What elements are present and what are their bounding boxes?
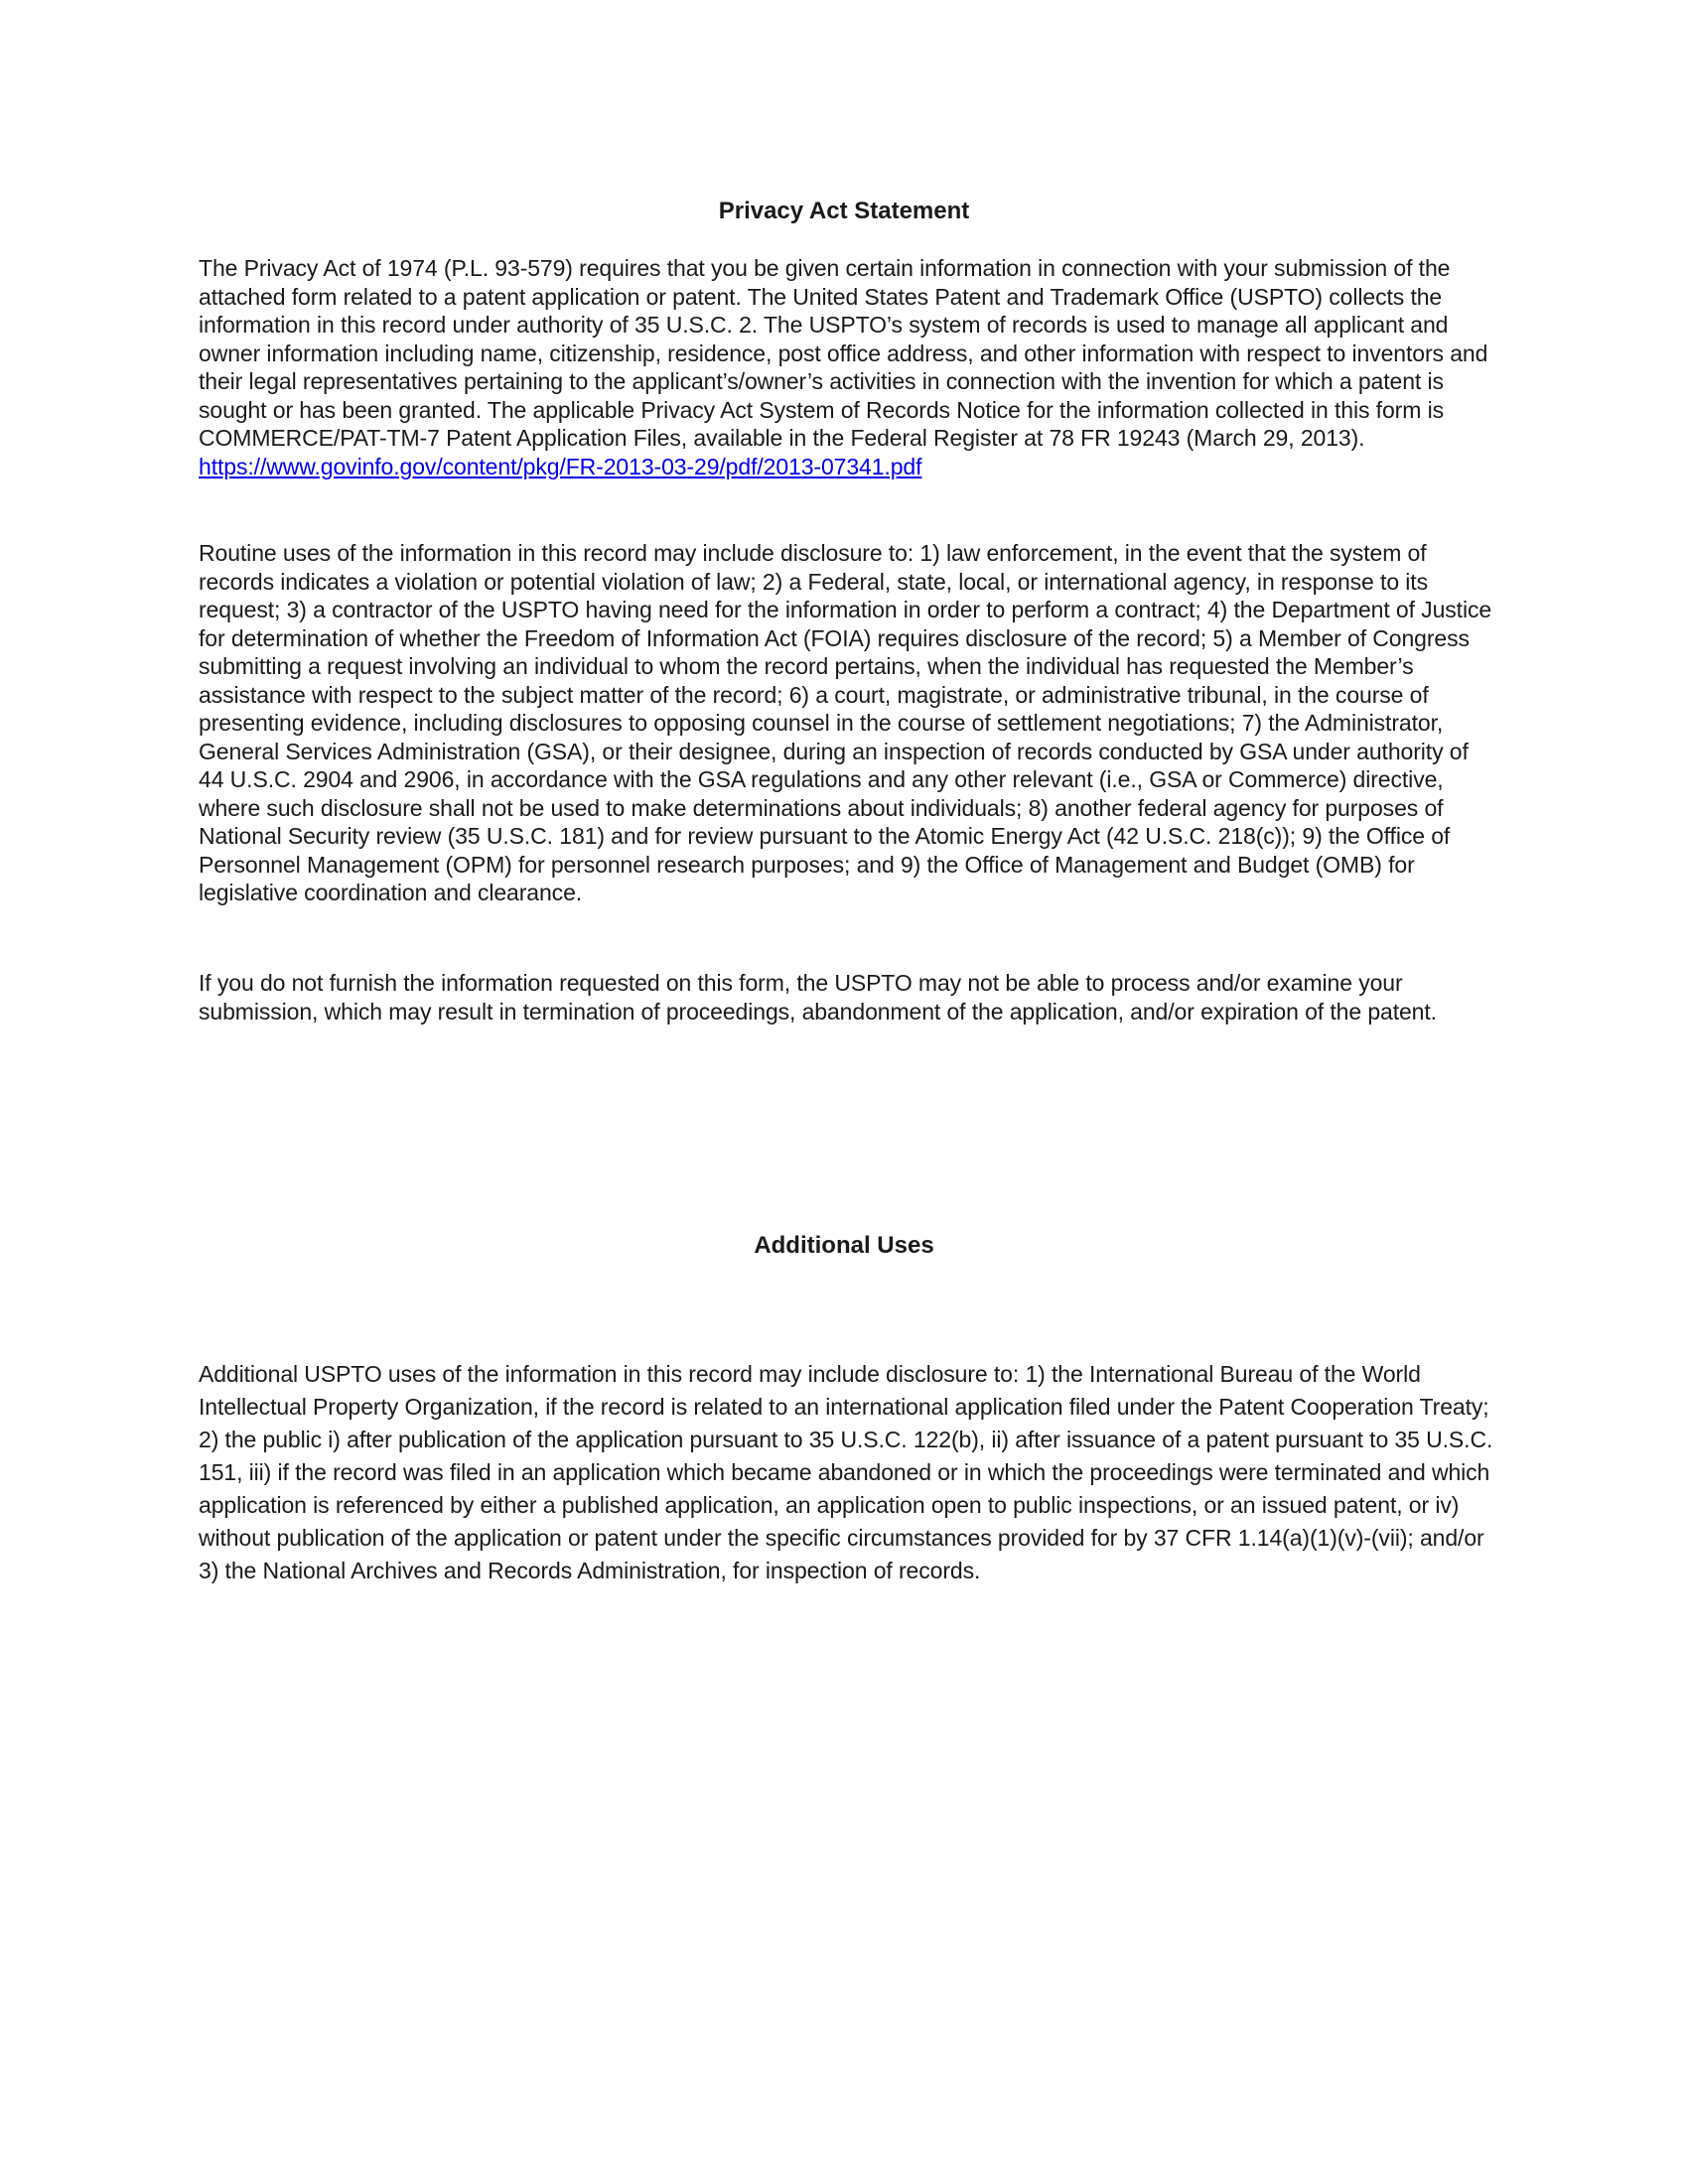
federal-register-link[interactable]: https://www.govinfo.gov/content/pkg/FR-2013-03-29/pdf/2013-07341.pdf xyxy=(199,453,922,479)
additional-uses-heading: Additional Uses xyxy=(754,1232,934,1259)
privacy-paragraph-routine-uses: Routine uses of the information in this record may include disclosure to: 1) law enforcement, in the event that the system of records indicates a violation or potential violation of law; 2) a Federal, state, local, or international agency, in response to its request; 3) a contractor of the USPTO having need for the information in order to perform a contract; 4) the Department of Justice for determination of whether the Freedom of Information Act (FOIA) requires disclosure of the record; 5) a Member of Congress submitting a request involving an individual to whom the record pertains, when the individual has requested the Member’s assistance with respect to the subject matter of the record; 6) a court, magistrate, or administrative tribunal, in the course of presenting evidence, including disclosures to opposing counsel in the course of settlement negotiations; 7) the Administrator, General Services Administration (GSA), or their designee, during an inspection of records conducted by GSA under authority of 44 U.S.C. 2904 and 2906, in accordance with the GSA regulations and any other relevant (i.e., GSA or Commerce) directive, where such disclosure shall not be used to make determinations about individuals; 8) another federal agency for purposes of National Security review (35 U.S.C. 181) and for review pursuant to the Atomic Energy Act (42 U.S.C. 218(c)); 9) the Office of Personnel Management (OPM) for personnel research purposes; and 9) the Office of Management and Budget (OMB) for legislative coordination and clearance. xyxy=(199,540,1492,905)
privacy-act-heading: Privacy Act Statement xyxy=(718,198,970,224)
additional-uses-paragraph: Additional USPTO uses of the information in this record may include disclosure to: 1) the International Bureau of the World Intellectual Property Organization, if the record is related to an international application filed under the Patent Cooperation Treaty; 2) the public i) after publication of the application pursuant to 35 U.S.C. 122(b), ii) after issuance of a patent pursuant to 35 U.S.C. 151, iii) if the record was filed in an application which became abandoned or in which the proceedings were terminated and which application is referenced by either a published application, an application open to public inspections, or an issued patent, or iv) without publication of the application or patent under the specific circumstances provided for by 37 CFR 1.14(a)(1)(v)-(vii); and/or 3) the National Archives and Records Administration, for inspection of records. xyxy=(199,1361,1493,1583)
privacy-paragraph-consequences: If you do not furnish the information requested on this form, the USPTO may not be able to process and/or examine your submission, which may result in termination of proceedings, abandonment of the application, and/or expiration of the patent. xyxy=(199,970,1437,1024)
privacy-paragraph-authority-text: The Privacy Act of 1974 (P.L. 93-579) requires that you be given certain information in connection with your submission of the attached form related to a patent application or patent. The United States Patent and Trademark Office (USPTO) collects the information in this record under authority of 35 U.S.C. 2. The USPTO’s system of records is used to manage all applicant and owner information including name, citizenship, residence, post office address, and other information with respect to inventors and their legal representatives pertaining to the applicant’s/owner’s activities in connection with the invention for which a patent is sought or has been granted. The applicable Privacy Act System of Records Notice for the information collected in this form is COMMERCE/PAT-TM-7 Patent Application Files, available in the Federal Register at 78 FR 19243 (March 29, 2013). xyxy=(199,255,1488,451)
privacy-paragraph-authority xyxy=(199,254,1494,480)
